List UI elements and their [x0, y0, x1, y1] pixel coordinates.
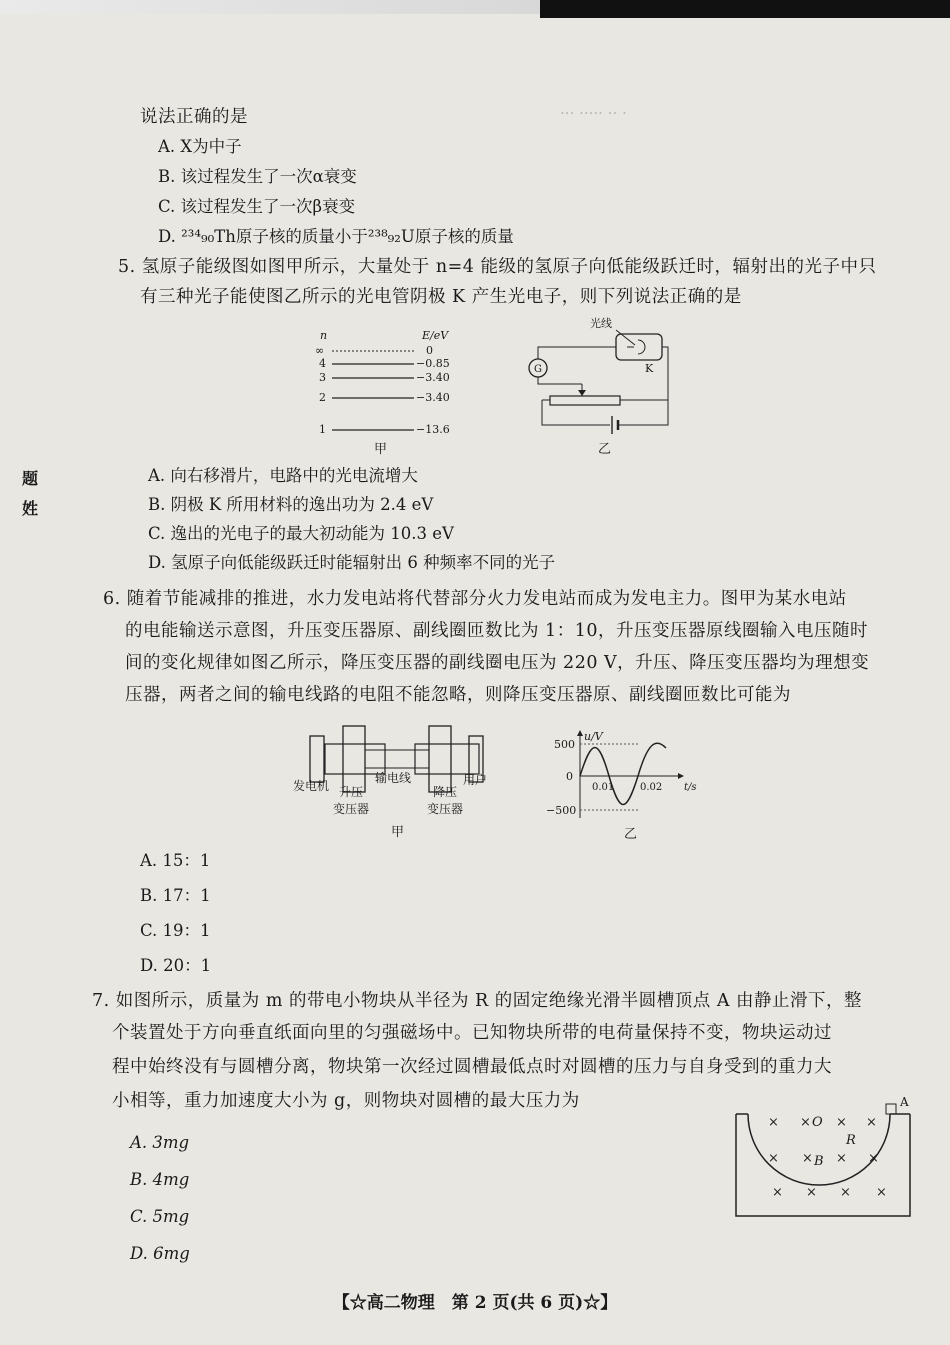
u-axis-arrow [577, 730, 583, 736]
side-mark-2: 姓 [22, 499, 39, 518]
light-ray [616, 330, 635, 345]
field-x-1: × [768, 1115, 779, 1130]
energy-level-diagram [310, 325, 480, 460]
block-at-a [886, 1104, 896, 1114]
q5-stem-line2: 有三种光子能使图乙所示的光电管阴极 K 产生光电子，则下列说法正确的是 [140, 287, 742, 307]
phototube [616, 334, 662, 360]
level-e-3: −3.40 [416, 371, 450, 384]
q7-option-c: C. 5mg [130, 1207, 190, 1226]
voltage-graph [540, 728, 700, 843]
power-transmission-diagram [285, 718, 510, 843]
field-x-2: × [800, 1115, 811, 1130]
q5-stem-line1: 5. 氢原子能级图如图甲所示，大量处于 n=4 能级的氢原子向低能级跃迁时，辐射出的光子中只 [118, 257, 877, 277]
q4-option-c: C. 该过程发生了一次β衰变 [158, 197, 356, 216]
level-e-2: −3.40 [416, 391, 450, 404]
t-tick-2: 0.02 [640, 782, 663, 793]
q7-option-d: D. 6mg [130, 1244, 190, 1263]
step-up-label: 升压 [339, 785, 364, 799]
q6-option-a: A. 15：1 [140, 851, 211, 870]
field-x-10: × [806, 1185, 817, 1200]
fig-caption-jia-2: 甲 [391, 825, 405, 840]
level-n-1: 1 [319, 423, 326, 436]
magnetic-field-marks [768, 1115, 887, 1200]
field-x-7: × [836, 1151, 847, 1166]
q7-stem-line3: 程中始终没有与圆槽分离，物块第一次经过圆槽最低点时对圆槽的压力与自身受到的重力大 [112, 1057, 832, 1077]
y-min-label: −500 [546, 804, 577, 817]
q5-option-d: D. 氢原子向低能级跃迁时能辐射出 6 种频率不同的光子 [148, 553, 556, 572]
level-n-4: 4 [319, 357, 326, 370]
field-x-4: × [866, 1115, 877, 1130]
light-label: 光线 [590, 317, 612, 330]
q4-option-a: A. X为中子 [158, 137, 242, 156]
q4-option-d: D. ²³⁴₉₀Th原子核的质量小于²³⁸₉₂U原子核的质量 [158, 227, 514, 246]
step-up-coil [325, 744, 385, 774]
q6-stem-line4: 压器，两者之间的输电线路的电阻不能忽略，则降压变压器原、副线圈匝数比可能为 [125, 685, 791, 705]
q7-stem-line2: 个装置处于方向垂直纸面向里的匀强磁场中。已知物块所带的电荷量保持不变，物块运动过 [112, 1023, 832, 1043]
wire-left-down [538, 377, 582, 384]
generator-box [310, 736, 324, 782]
q6-stem-line1: 6. 随着节能减排的推进，水力发电站将代替部分火力发电站而成为发电主力。图甲为某水电站 [103, 589, 847, 609]
n-axis-label: n [320, 329, 328, 342]
u-axis-label: u/V [584, 730, 603, 743]
galvanometer-label: G [534, 364, 542, 375]
t-axis-arrow [678, 773, 684, 779]
y-max-label: 500 [554, 738, 575, 751]
q4-option-b: B. 该过程发生了一次α衰变 [158, 167, 357, 186]
page-footer: 【☆高二物理 第 2 页(共 6 页)☆】 [332, 1293, 618, 1313]
field-x-3: × [836, 1115, 847, 1130]
user-label: 用户 [463, 773, 488, 787]
level-n-inf: ∞ [315, 344, 325, 357]
center-o-label: O [812, 1115, 823, 1130]
energy-axis-label: E/eV [422, 329, 449, 342]
q5-option-b: B. 阴极 K 所用材料的逸出功为 2.4 eV [148, 495, 434, 514]
field-x-12: × [876, 1185, 887, 1200]
sine-curve [580, 743, 666, 804]
q7-option-a: A. 3mg [130, 1133, 190, 1152]
q7-stem-line1: 7. 如图所示，质量为 m 的带电小物块从半径为 R 的固定绝缘光滑半圆槽顶点 A 由静止滑下，整 [92, 991, 863, 1011]
q5-option-c: C. 逸出的光电子的最大初动能为 10.3 eV [148, 524, 454, 543]
field-x-11: × [840, 1185, 851, 1200]
side-mark-1: 题 [22, 469, 39, 488]
t-tick-1: 0.01 [592, 782, 615, 793]
q6-option-b: B. 17：1 [140, 886, 211, 905]
fig-caption-jia: 甲 [374, 442, 388, 457]
cathode-k [638, 340, 645, 354]
scan-edge-top [0, 0, 540, 14]
field-x-8: × [868, 1151, 879, 1166]
q6-option-d: D. 20：1 [140, 956, 212, 975]
semicircle-groove-diagram [728, 1090, 918, 1225]
step-up-core [343, 726, 365, 792]
field-x-9: × [772, 1185, 783, 1200]
fig-caption-yi: 乙 [598, 442, 612, 457]
radius-label: R [846, 1133, 856, 1148]
wire-bottom-right [618, 400, 668, 425]
t-axis-label: t/s [684, 782, 697, 793]
wire-bottom-left [542, 400, 610, 425]
step-down-label: 降压 [433, 785, 458, 799]
step-down-label-2: 变压器 [427, 802, 464, 816]
field-x-6: × [802, 1151, 813, 1166]
q7-stem-line4: 小相等，重力加速度大小为 g，则物块对圆槽的最大压力为 [112, 1091, 580, 1111]
q7-option-b: B. 4mg [130, 1170, 190, 1189]
cathode-label: K [645, 362, 654, 375]
scan-dark-edge [540, 0, 950, 18]
point-b-label: B [814, 1154, 824, 1169]
level-e-1: −13.6 [416, 423, 450, 436]
level-e-inf: 0 [426, 344, 433, 357]
slider-arrow [578, 390, 586, 396]
step-down-core [429, 726, 451, 792]
rheostat [550, 396, 620, 405]
q4-stem-tail: 说法正确的是 [140, 107, 248, 127]
photoelectric-circuit [520, 310, 680, 460]
generator-label: 发电机 [293, 779, 330, 793]
line-label: 输电线 [375, 771, 412, 785]
level-n-3: 3 [319, 371, 326, 384]
origin-label: 0 [566, 770, 573, 783]
q6-option-c: C. 19：1 [140, 921, 211, 940]
step-up-label-2: 变压器 [333, 802, 370, 816]
level-n-2: 2 [319, 391, 326, 404]
point-a-label: A [900, 1095, 909, 1109]
wire-top-left [538, 347, 616, 359]
level-e-4: −0.85 [416, 357, 450, 370]
q6-stem-line2: 的电能输送示意图，升压变压器原、副线圈匝数比为 1：10，升压变压器原线圈输入电压随时 [125, 621, 868, 641]
field-x-5: × [768, 1151, 779, 1166]
q6-stem-line3: 间的变化规律如图乙所示，降压变压器的副线圈电压为 220 V，升压、降压变压器均为理想变 [125, 653, 870, 673]
q5-option-a: A. 向右移滑片，电路中的光电流增大 [148, 466, 418, 485]
fig-caption-yi-2: 乙 [624, 827, 638, 842]
bleed-through: ··· ····· ·· · [560, 104, 627, 122]
